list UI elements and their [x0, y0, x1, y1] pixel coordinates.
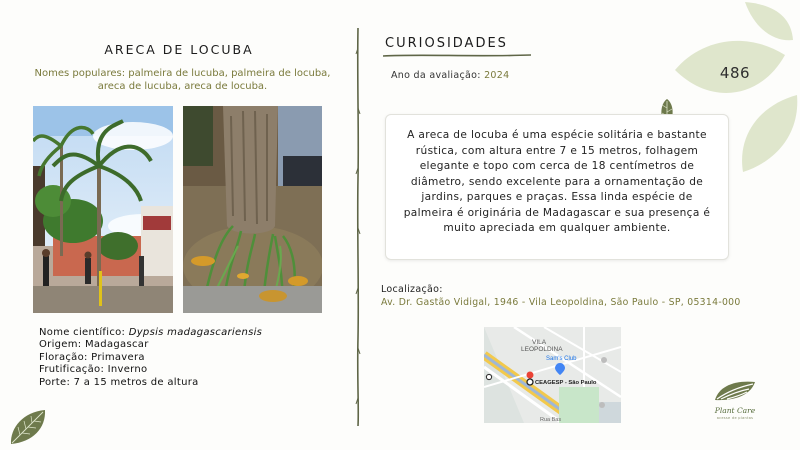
- map-store-label: Sam's Club: [546, 356, 577, 362]
- brand-name: Plant Care: [714, 406, 756, 415]
- plant-care-logo: [706, 380, 764, 425]
- size: Porte: 7 a 15 metros de altura: [39, 376, 199, 388]
- brand-tagline: acesse de plantas: [716, 416, 754, 420]
- plant-number-badge: 486: [719, 64, 751, 82]
- location-map[interactable]: [484, 327, 621, 423]
- plant-title: ARECA DE LOCUBA: [104, 42, 254, 57]
- plant-facts: [39, 327, 262, 389]
- corner-leaf-icon: [8, 408, 48, 446]
- popular-names: Nomes populares: palmeira de lucuba, palmeira de locuba, areca de lucuba, areca de locuba.: [34, 68, 331, 92]
- flowering: Floração: Primavera: [39, 351, 145, 363]
- year-label: Ano da avaliação:: [391, 70, 481, 81]
- scientific-name-row: [39, 327, 262, 339]
- curiosities-title: CURIOSIDADES: [385, 36, 508, 51]
- scientific-name: Dypsis madagascariensis: [128, 327, 263, 338]
- map-pin-label: CEAGESP - São Paulo: [535, 380, 597, 386]
- plant-photo-palm: [33, 106, 173, 313]
- title-underline: [383, 53, 531, 58]
- fruiting: Frutificação: Inverno: [39, 364, 148, 376]
- origin: Origem: Madagascar: [39, 339, 149, 351]
- curiosities-description: A areca de locuba é uma espécie solitária e bastante rústica, com altura entre 7 e 15 metros, folhagem elegante e topo com cerca de 18 centímetros de diâmetro, sendo excelente para a ornamentação de jardins, parques e praças. Essa linda espécie de palmeira é originária de Madagascar e sua presença é muito apreciada em qualquer ambiente.: [385, 114, 729, 260]
- scientific-name-label: Nome científico:: [39, 327, 126, 338]
- location-label: Localização:: [381, 284, 443, 295]
- vertical-divider: [352, 28, 364, 426]
- year-value: 2024: [484, 70, 510, 81]
- map-district-line2: LEOPOLDINA: [521, 346, 563, 353]
- map-district-line1: VILA: [532, 339, 547, 346]
- location-address: Av. Dr. Gastão Vidigal, 1946 - Vila Leopoldina, São Paulo - SP, 05314-000: [381, 297, 741, 308]
- map-street-label: Rua Bas: [540, 417, 562, 423]
- plant-photo-trunk: [183, 106, 322, 313]
- logo-leaf-icon: [713, 380, 757, 402]
- evaluation-year: [391, 70, 509, 81]
